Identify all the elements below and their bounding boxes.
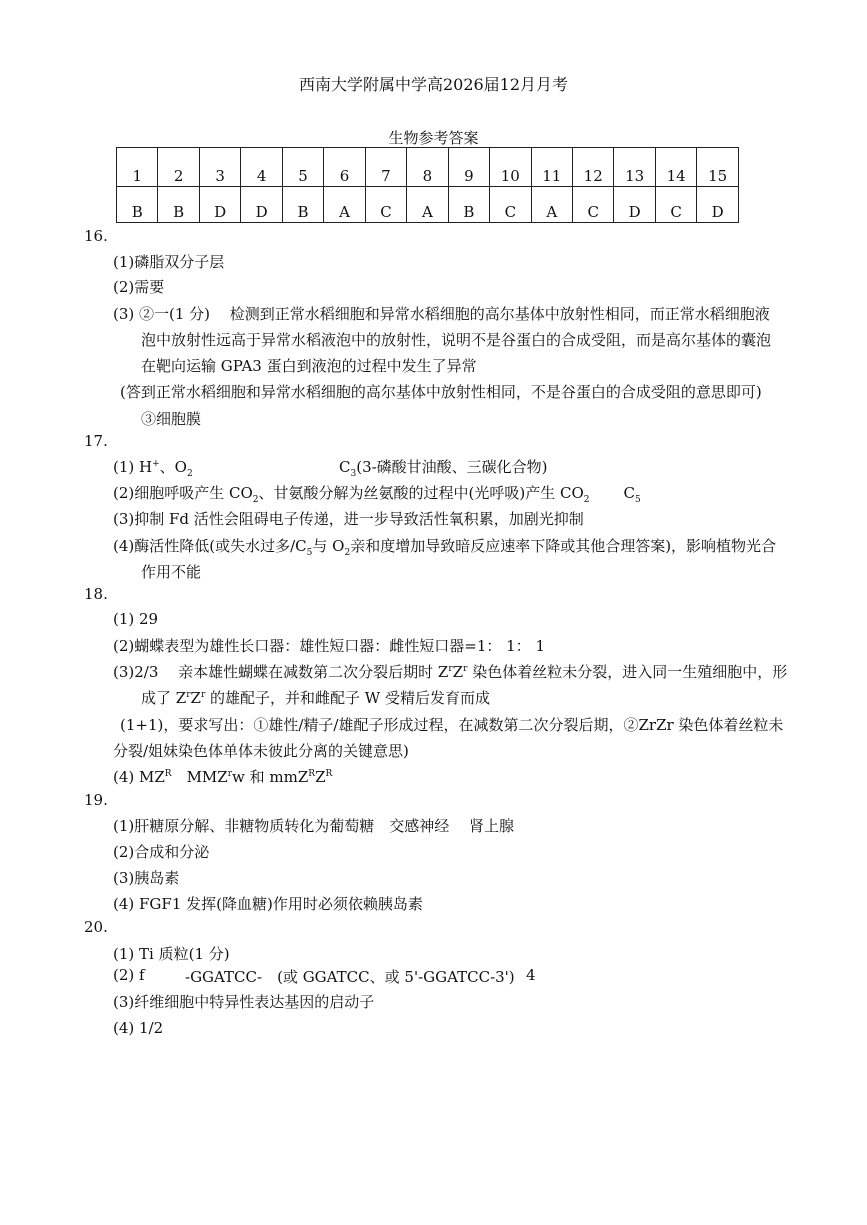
q18-answer-1: (1) 29	[113, 610, 159, 628]
q18-a3-text: Z	[452, 663, 464, 681]
question-number-cell: 1	[117, 148, 158, 187]
q20-answer-2-label: (2) f	[113, 966, 145, 984]
q17-a1-sup: +	[152, 459, 160, 469]
q18-a4-text: w 和 mmZ	[232, 768, 309, 786]
q18-answer-3-line-1	[113, 661, 787, 682]
answer-cell: D	[199, 187, 240, 223]
question-18-number: 18.	[84, 585, 108, 603]
q20-answer-4: (4) 1/2	[113, 1019, 164, 1037]
q18-a3-sup: r	[448, 664, 453, 674]
q16-answer-3-line-1: (3) ②一(1 分) 检测到正常水稻细胞和异常水稻细胞的高尔基体中放射性相同，而正常水稻细胞液	[113, 305, 770, 323]
question-number-cell: 2	[158, 148, 199, 187]
q19-answer-4: (4) FGF1 发挥(降血糖)作用时必须依赖胰岛素	[113, 895, 423, 913]
q18-a4-sup: r	[227, 769, 233, 779]
q20-answer-2-sequence: -GGATCC- (或 GGATCC、或 5'-GGATCC-3')	[185, 968, 515, 986]
question-16-number: 16.	[84, 227, 108, 245]
answer-cell: C	[655, 187, 696, 223]
q17-a2-sub: 2	[252, 495, 259, 505]
q18-a3-text: 染色体着丝粒未分裂，进入同一生殖细胞中，形	[467, 663, 788, 681]
q17-answer-2	[113, 482, 641, 505]
q18-a4-text: MMZ	[171, 768, 228, 786]
q19-answer-3: (3)胰岛素	[113, 869, 180, 887]
page-subtitle: 生物参考答案	[388, 129, 479, 147]
question-number-cell: 5	[282, 148, 323, 187]
answer-table-answer-row	[117, 187, 739, 223]
q18-answer-3-line-2	[141, 687, 490, 708]
q18-answer-4	[113, 766, 332, 787]
q19-answer-2: (2)合成和分泌	[113, 843, 210, 861]
question-number-cell: 7	[365, 148, 406, 187]
q17-a1-c-text: C	[339, 458, 351, 476]
q17-answer-4-line-2: 作用不能	[141, 563, 202, 581]
question-number-cell: 3	[199, 148, 240, 187]
q18-grading-note-line-1: (1+1)，要求写出：①雄性/精子/雄配子形成过程，在减数第二次分裂后期，②ZrZr 染色体着丝粒未	[120, 716, 784, 734]
q18-a4-sup: R	[308, 769, 316, 779]
answer-cell: B	[282, 187, 323, 223]
question-19-number: 19.	[84, 791, 108, 809]
answer-cell: B	[448, 187, 489, 223]
page-title: 西南大学附属中学高2026届12月月考	[298, 75, 569, 94]
question-number-cell: 14	[655, 148, 696, 187]
question-number-cell: 10	[490, 148, 531, 187]
answer-cell: A	[324, 187, 365, 223]
question-number-cell: 11	[531, 148, 572, 187]
question-number-cell: 6	[324, 148, 365, 187]
q18-a4-sup: R	[325, 769, 333, 779]
q17-a2-sub: 2	[583, 495, 590, 505]
q17-a4-sub: 2	[344, 548, 351, 558]
q17-a4-text: 与 O	[312, 537, 345, 555]
answer-cell: C	[572, 187, 613, 223]
q18-a3-text: 成了 Z	[141, 689, 187, 707]
answer-cell: D	[697, 187, 739, 223]
answer-table	[116, 147, 739, 223]
q20-answer-2-count: 4	[526, 966, 536, 984]
question-17-number: 17.	[84, 432, 108, 450]
question-number-cell: 13	[614, 148, 655, 187]
answer-table-number-row	[117, 148, 739, 187]
q16-answer-3-line-2: 泡中放射性远高于异常水稻液泡中的放射性，说明不是谷蛋白的合成受阻，而是高尔基体的囊泡	[141, 331, 772, 349]
q18-a4-text: Z	[315, 768, 326, 786]
q17-a4-sub: 5	[306, 548, 313, 558]
question-number-cell: 15	[697, 148, 739, 187]
q16-answer-3-line-3: 在靶向运输 GPA3 蛋白到液泡的过程中发生了异常	[141, 357, 477, 375]
q17-answer-4-line-1	[113, 535, 776, 558]
q16-answer-2: (2)需要	[113, 278, 165, 296]
q18-grading-note-line-2: 分裂/姐妹染色体单体未彼此分离的关键意思)	[113, 742, 409, 760]
q18-a3-text: Z	[190, 689, 201, 707]
answer-cell: B	[117, 187, 158, 223]
q18-a3-text: 的雄配子，并和雌配子 W 受精后发育而成	[205, 689, 490, 707]
q18-a4-sup: R	[164, 769, 172, 779]
q17-a2-c5: C	[623, 484, 635, 502]
q17-a2-text: 、甘氨酸分解为丝氨酸的过程中(光呼吸)产生 CO	[258, 484, 584, 502]
q17-a1-c-desc: (3-磷酸甘油酸、三碳化合物)	[356, 458, 548, 476]
q17-a1-text: 、O	[159, 458, 187, 476]
q17-answer-1-right	[339, 456, 548, 479]
q16-answer-1: (1)磷脂双分子层	[113, 253, 225, 271]
answer-cell: B	[158, 187, 199, 223]
answer-cell: C	[490, 187, 531, 223]
answer-cell: D	[241, 187, 282, 223]
q17-answer-1-left	[113, 456, 193, 479]
answer-cell: A	[531, 187, 572, 223]
q17-a1-sub: 2	[186, 469, 193, 479]
q17-a4-text: (4)酶活性降低(或失水过多/C	[113, 537, 307, 555]
q20-answer-3: (3)纤维细胞中特异性表达基因的启动子	[113, 993, 375, 1011]
answer-cell: D	[614, 187, 655, 223]
q16-answer-3-part-3: ③细胞膜	[141, 410, 202, 428]
q18-a4-text: (4) MZ	[113, 768, 165, 786]
question-number-cell: 8	[407, 148, 448, 187]
q20-answer-1: (1) Ti 质粒(1 分)	[113, 945, 230, 963]
q17-a4-text: 亲和度增加导致暗反应速率下降或其他合理答案)，影响植物光合	[350, 537, 777, 555]
q17-a2-text: (2)细胞呼吸产生 CO	[113, 484, 253, 502]
q18-a3-sup: r	[186, 690, 191, 700]
question-number-cell: 9	[448, 148, 489, 187]
q17-a1-text: (1) H	[113, 458, 153, 476]
question-number-cell: 4	[241, 148, 282, 187]
q17-a1-c-sub: 3	[350, 469, 357, 479]
q17-answer-3: (3)抑制 Fd 活性会阻碍电子传递，进一步导致活性氧积累，加剧光抑制	[113, 510, 584, 528]
q16-grading-note: (答到正常水稻细胞和异常水稻细胞的高尔基体中放射性相同，不是谷蛋白的合成受阻的意思即可)	[120, 383, 762, 401]
answer-cell: A	[407, 187, 448, 223]
q18-a3-sup: r	[463, 664, 468, 674]
q18-a3-sup: r	[200, 690, 206, 700]
question-20-number: 20.	[84, 918, 108, 936]
q18-answer-2: (2)蝴蝶表型为雄性长口器：雄性短口器：雌性短口器=1： 1： 1	[113, 637, 545, 655]
q17-a2-c5-sub: 5	[635, 495, 641, 505]
q18-a3-text: (3)2/3 亲本雄性蝴蝶在减数第二次分裂后期时 Z	[113, 663, 449, 681]
question-number-cell: 12	[572, 148, 613, 187]
answer-cell: C	[365, 187, 406, 223]
q19-answer-1: (1)肝糖原分解、非糖物质转化为葡萄糖 交感神经 肾上腺	[113, 817, 515, 835]
